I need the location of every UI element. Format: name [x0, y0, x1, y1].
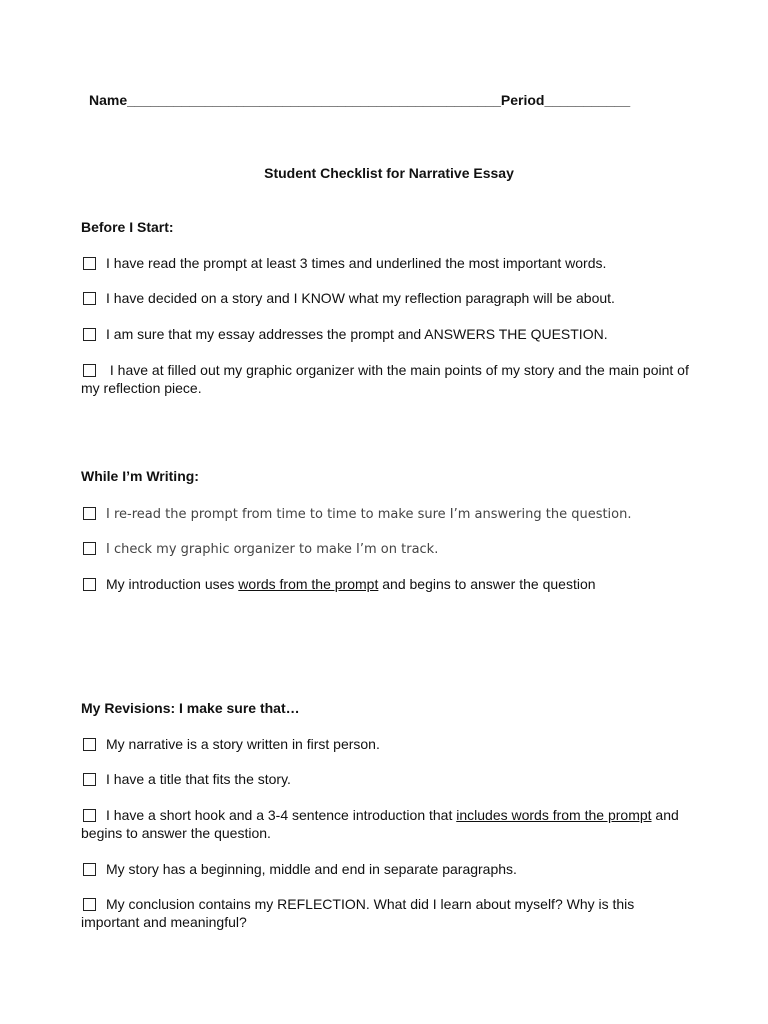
- checkbox[interactable]: [83, 809, 96, 822]
- underlined-phrase: includes words from the prompt: [456, 807, 652, 823]
- period-label: Period: [500, 92, 545, 108]
- checklist-item: [81, 539, 711, 559]
- checklist-item-text: I have decided on a story and I KNOW what my reflection paragraph will be about.: [106, 290, 615, 306]
- checkbox[interactable]: [83, 898, 96, 911]
- checklist-item: [81, 770, 711, 788]
- checklist-item-text-end: and begins to answer the question: [378, 576, 596, 592]
- checkbox[interactable]: [83, 292, 96, 305]
- checklist-item: [81, 361, 711, 397]
- checklist-item: [81, 860, 711, 878]
- checklist-item-text: My introduction uses: [106, 576, 239, 592]
- page-title: Student Checklist for Narrative Essay: [264, 165, 514, 181]
- checkbox[interactable]: [83, 507, 96, 520]
- checklist-item-text-end: and begins to answer the question.: [81, 807, 679, 841]
- checklist-item: [81, 735, 711, 753]
- checklist-item: [81, 254, 711, 272]
- checklist-item-text: I am sure that my essay addresses the prompt and ANSWERS THE QUESTION.: [106, 326, 608, 342]
- period-blank[interactable]: ___________: [544, 92, 631, 108]
- checklist-item-text: My narrative is a story written in first person.: [106, 736, 380, 752]
- checklist-item-text: I check my graphic organizer to make I’m on track.: [106, 542, 439, 557]
- checklist-item-text: I have at filled out my graphic organizer with the main points of my story and the main point of my reflection piece.: [81, 362, 689, 396]
- section-heading-while-writing: While I’m Writing:: [81, 468, 199, 484]
- checklist-item-text: I have a short hook and a 3-4 sentence introduction that: [106, 807, 457, 823]
- name-blank[interactable]: ________________________________________________: [127, 92, 501, 108]
- name-label: Name: [89, 92, 128, 108]
- checkbox[interactable]: [83, 542, 96, 555]
- checkbox[interactable]: [83, 257, 96, 270]
- checklist-item: [81, 289, 711, 307]
- checkbox[interactable]: [83, 773, 96, 786]
- checklist-item-text: My conclusion contains my REFLECTION. What did I learn about myself? Why is this important and meaningful?: [81, 896, 635, 930]
- name-period-line: [89, 92, 630, 108]
- checklist-item-text: I have read the prompt at least 3 times and underlined the most important words.: [106, 255, 607, 271]
- checklist-item-text: My story has a beginning, middle and end in separate paragraphs.: [106, 861, 517, 877]
- checkbox[interactable]: [83, 578, 96, 591]
- section-heading-before-start: Before I Start:: [81, 219, 174, 235]
- underlined-phrase: words from the prompt: [238, 576, 379, 592]
- checklist-item: [81, 575, 711, 593]
- checkbox[interactable]: [83, 328, 96, 341]
- checkbox[interactable]: [83, 863, 96, 876]
- checklist-item: [81, 895, 691, 931]
- checklist-item-text: I re-read the prompt from time to time to make sure I’m answering the question.: [106, 507, 632, 522]
- section-heading-revisions: My Revisions: I make sure that…: [81, 700, 300, 716]
- checkbox[interactable]: [83, 364, 96, 377]
- checklist-item: [81, 806, 701, 842]
- checklist-item: [81, 325, 711, 343]
- checkbox[interactable]: [83, 738, 96, 751]
- checklist-item-text: I have a title that fits the story.: [106, 771, 291, 787]
- checklist-item: [81, 504, 711, 524]
